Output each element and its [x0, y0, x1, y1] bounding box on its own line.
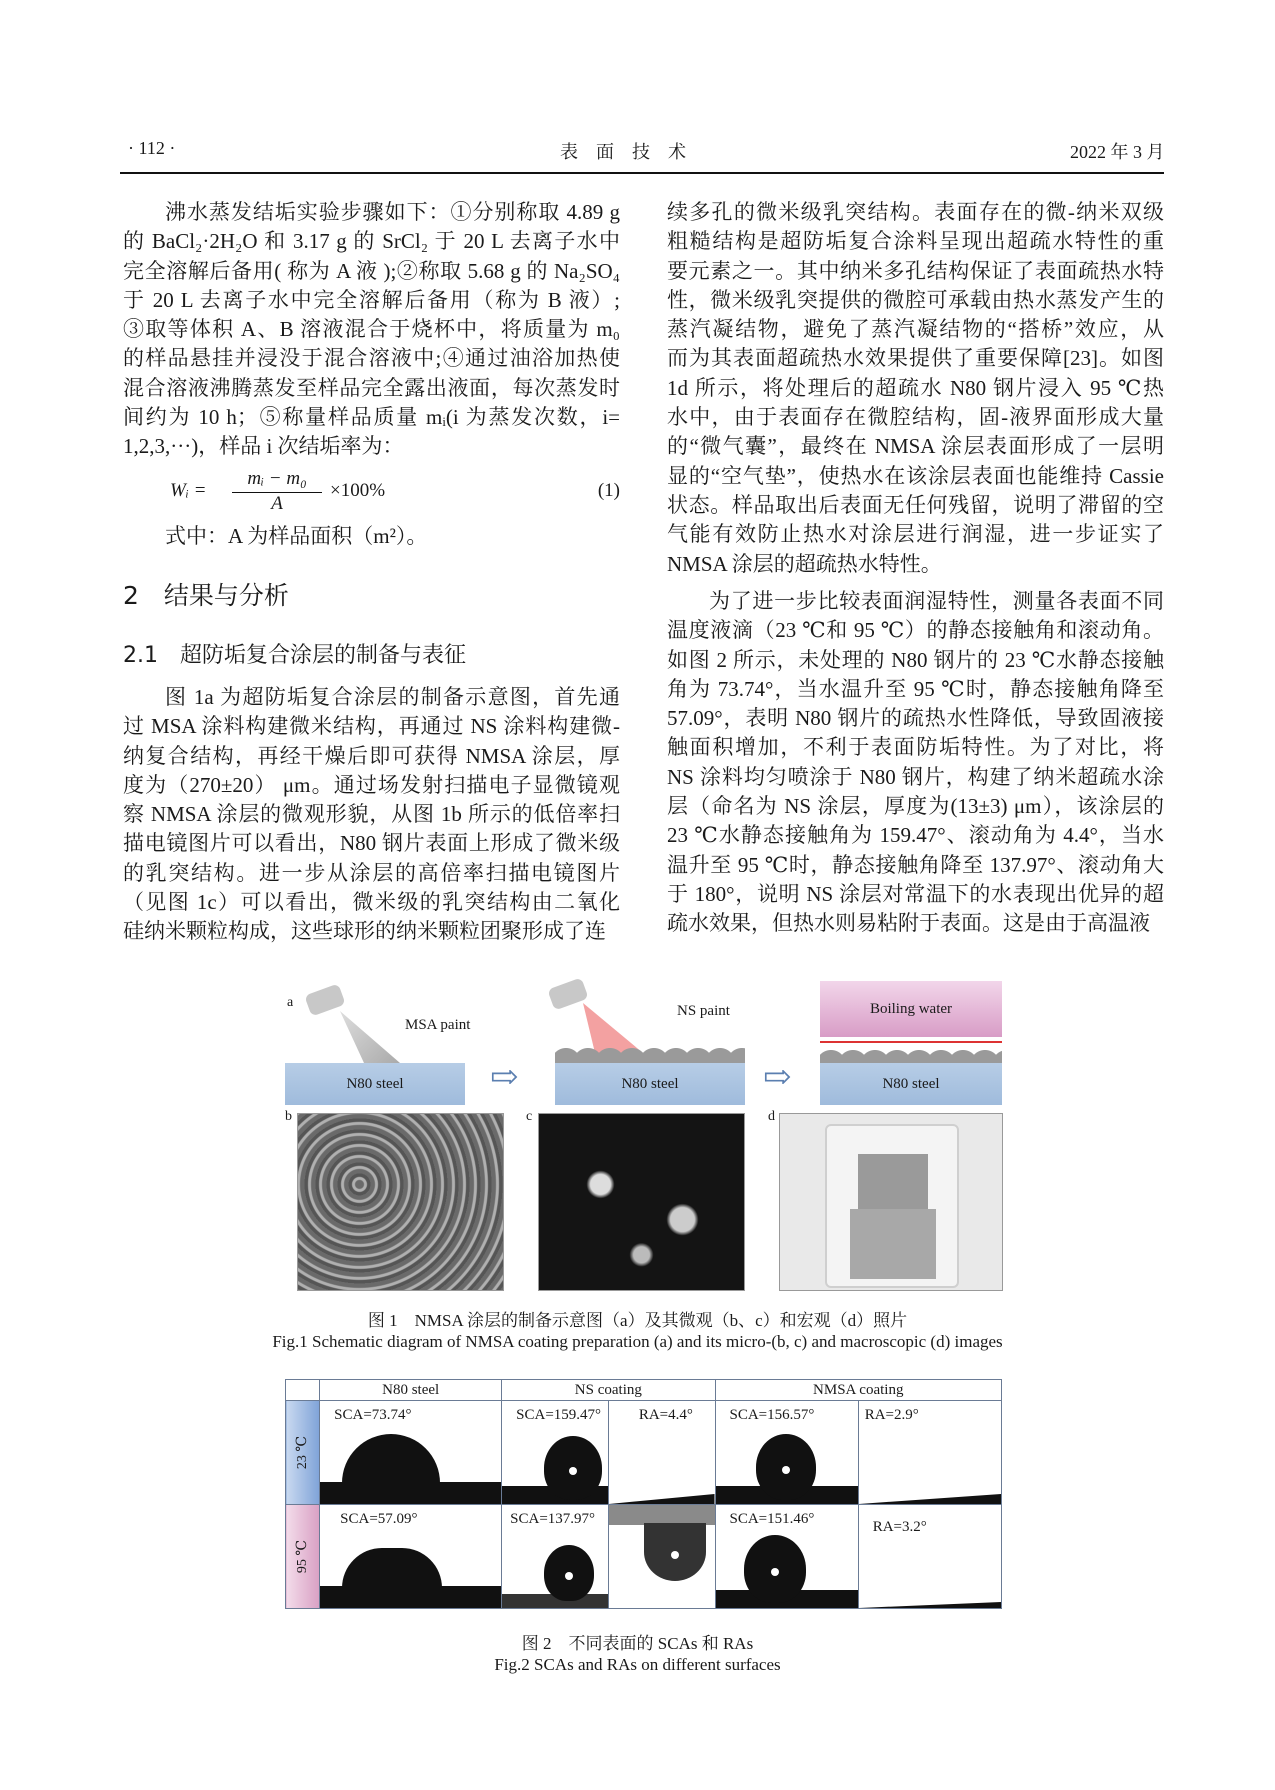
hanging-droplet-cell	[609, 1505, 715, 1608]
sem-image-low-magnification	[297, 1113, 504, 1291]
text-line: 的 BaCl₂·2H₂O 和 3.17 g 的 SrCl₂ 于 20 L 去离子水中	[123, 229, 620, 254]
left-paragraph-2	[123, 683, 620, 947]
column-header: N80 steel	[320, 1380, 502, 1401]
formula-denominator: A	[271, 493, 283, 514]
right-paragraph-2	[667, 587, 1164, 939]
panel-label-a: a	[287, 995, 294, 1010]
steel-substrate-3: N80 steel	[820, 1063, 1002, 1105]
text-line: 完全溶解后备用( 称为 A 液 );②称取 5.68 g 的 Na₂SO₄	[123, 258, 620, 283]
text-line: 过 MSA 涂料构建微米结构，再通过 NS 涂料构建微-	[123, 714, 620, 739]
text-line: 57.09°，表明 N80 钢片的疏热水性降低，导致固液接	[667, 706, 1164, 731]
header-rule	[120, 172, 1164, 174]
droplet-cell	[716, 1401, 858, 1504]
figure-1-caption-en: Fig.1 Schematic diagram of NMSA coating preparation (a) and its micro-(b, c) and macroscopic (d) images	[272, 1332, 1003, 1351]
formula-rhs: ×100%	[330, 480, 386, 501]
text-line: 间约为 10 h；⑤称量样品质量 mᵢ(i 为蒸发次数，i=	[123, 405, 620, 430]
sca-label: SCA=57.09°	[340, 1511, 418, 1527]
text-line: 察 NMSA 涂层的微观形貌，从图 1b 所示的低倍率扫	[123, 802, 620, 827]
equation-number: (1)	[597, 480, 620, 501]
issue-date: 2022 年 3 月	[1070, 142, 1165, 162]
text-line: 触面积增加，不利于表面防垢特性。为了对比，将	[667, 735, 1164, 760]
equation-1	[170, 468, 620, 520]
page-number: · 112 ·	[128, 138, 176, 158]
text-line: 纳复合结构，再经干燥后即可获得 NMSA 涂层，厚	[123, 743, 620, 768]
panel-label-d: d	[768, 1109, 775, 1124]
subsection-heading: 2.1 超防垢复合涂层的制备与表征	[123, 643, 466, 668]
ra-label: RA=3.2°	[872, 1519, 927, 1535]
text-line: 描电镜图片可以看出，N80 钢片表面上形成了微米级	[123, 831, 620, 856]
text-line: 性，微米级乳突提供的微腔可承载由热水蒸发产生的	[667, 287, 1164, 312]
sca-label: SCA=137.97°	[510, 1511, 596, 1527]
text-line: 续多孔的微米级乳突结构。表面存在的微-纳米双级	[667, 200, 1164, 224]
text-line: 图 1a 为超防垢复合涂层的制备示意图，首先通	[165, 685, 620, 709]
text-line: 显的“空气垫”，使热水在该涂层表面也能维持 Cassie	[667, 463, 1164, 488]
corner-cell	[286, 1380, 320, 1401]
ra-label: RA=2.9°	[864, 1407, 919, 1423]
droplet-cell	[320, 1505, 501, 1608]
text-line: 的乳突结构。进一步从涂层的高倍率扫描电镜图片	[123, 860, 620, 885]
coated-bumps	[820, 1041, 1002, 1065]
left-paragraph-1	[123, 198, 620, 462]
text-line: 气能有效防止热水对涂层进行润湿，进一步证实了	[667, 522, 1164, 547]
formula-lhs: Wᵢ =	[170, 480, 207, 501]
text-line: ③取等体积 A、B 溶液混合于烧杯中，将质量为 m₀	[123, 317, 620, 342]
text-line: 层（命名为 NS 涂层，厚度为(13±3) μm），该涂层的	[667, 794, 1164, 819]
sca-label: SCA=159.47°	[516, 1407, 602, 1423]
panel-label-c: c	[526, 1109, 533, 1124]
text-line: 粗糙结构是超防垢复合涂料呈现出超疏水特性的重	[667, 229, 1164, 254]
text-line: 沸水蒸发结垢实验步骤如下：①分别称取 4.89 g	[165, 200, 620, 224]
text-line: 角为 73.74°，当水温升至 95 ℃时，静态接触角降至	[667, 676, 1164, 701]
formula-note: 式中：A 为样品面积（m²）。	[165, 524, 428, 548]
text-line: 而为其表面超疏热水效果提供了重要保障[23]。如图	[667, 346, 1164, 371]
row-temp-label: 23 ℃	[295, 1435, 311, 1470]
column-header: NMSA coating	[715, 1380, 1002, 1401]
text-line: 温升至 95 ℃时，静态接触角降至 137.97°、滚动角大	[667, 852, 1164, 877]
text-line: 状态。样品取出后表面无任何残留，说明了滞留的空	[667, 492, 1164, 517]
sca-label: SCA=151.46°	[729, 1511, 815, 1527]
text-line: （见图 1c）可以看出，微米级的乳突结构由二氧化	[123, 890, 620, 915]
arrow-right-icon: ⇨	[490, 1059, 519, 1096]
spray-gun-icon	[547, 978, 588, 1011]
formula-fraction	[232, 468, 322, 515]
row-header-23	[286, 1401, 320, 1505]
msa-bumps	[555, 1041, 745, 1063]
text-line: 1,2,3,···)，样品 i 次结垢率为：	[123, 434, 404, 459]
spray-gun-icon	[304, 984, 345, 1017]
figure-2-caption-cn: 图 2 不同表面的 SCAs 和 RAs	[521, 1634, 754, 1653]
section-heading: 2 结果与分析	[123, 581, 289, 610]
figure-2-table	[285, 1379, 1002, 1609]
beaker-photo	[779, 1113, 1003, 1291]
figure-1	[285, 981, 1002, 1291]
text-line: 如图 2 所示，未处理的 N80 钢片的 23 ℃水静态接触	[667, 647, 1164, 672]
text-line: 要元素之一。其中纳米多孔结构保证了表面疏热水特	[667, 258, 1164, 283]
droplet-cell	[609, 1401, 715, 1504]
text-line: NS 涂料均匀喷涂于 N80 钢片，构建了纳米超疏水涂	[667, 764, 1164, 789]
panel-label-b: b	[285, 1109, 292, 1124]
steel-substrate-1: N80 steel	[285, 1063, 465, 1105]
text-line: 水中，由于表面存在微腔结构，固-液界面形成大量	[667, 405, 1164, 430]
msa-paint-label: MSA paint	[405, 1017, 471, 1033]
text-line: 疏水效果，但热水则易粘附于表面。这是由于高温液	[667, 911, 1150, 936]
steel-substrate-2: N80 steel	[555, 1063, 745, 1105]
ns-paint-label: NS paint	[677, 1003, 730, 1019]
droplet-cell	[859, 1401, 1001, 1504]
text-line: 的“微气囊”，最终在 NMSA 涂层表面形成了一层明	[667, 434, 1164, 459]
droplet-cell	[502, 1505, 608, 1608]
ra-label: RA=4.4°	[638, 1407, 693, 1423]
row-header-95	[286, 1505, 320, 1609]
row-temp-label: 95 ℃	[295, 1539, 311, 1574]
droplet-cell	[320, 1401, 501, 1504]
text-line: NMSA 涂层的超疏热水特性。	[667, 551, 942, 576]
droplet-cell	[716, 1505, 858, 1608]
text-line: 于 180°，说明 NS 涂层对常温下的水表现出优异的超	[667, 881, 1164, 906]
text-line: 度为（270±20） μm。通过场发射扫描电子显微镜观	[123, 772, 620, 797]
text-line: 23 ℃水静态接触角为 159.47°、滚动角为 4.4°，当水	[667, 823, 1164, 848]
right-paragraph-1	[667, 198, 1164, 579]
figure-1-caption-cn: 图 1 NMSA 涂层的制备示意图（a）及其微观（b、c）和宏观（d）照片	[367, 1311, 908, 1330]
column-header: NS coating	[502, 1380, 715, 1401]
text-line: 为了进一步比较表面润湿特性，测量各表面不同	[709, 589, 1164, 613]
text-line: 温度液滴（23 ℃和 95 ℃）的静态接触角和滚动角。	[667, 618, 1164, 643]
formula-numerator: mᵢ − m₀	[232, 468, 322, 493]
msa-spray	[340, 1011, 400, 1063]
journal-title: 表 面 技 术	[560, 142, 686, 162]
sca-label: SCA=73.74°	[334, 1407, 412, 1423]
arrow-right-icon: ⇨	[763, 1059, 792, 1096]
figure-2-caption-en: Fig.2 SCAs and RAs on different surfaces	[494, 1655, 781, 1674]
text-line: 混合溶液沸腾蒸发至样品完全露出液面，每次蒸发时	[123, 375, 620, 400]
text-line: 1d 所示，将处理后的超疏水 N80 钢片浸入 95 ℃热	[667, 375, 1164, 400]
text-line: 于 20 L 去离子水中完全溶解后备用（称为 B 液）;	[123, 287, 620, 312]
droplet-cell	[502, 1401, 608, 1504]
sca-label: SCA=156.57°	[729, 1407, 815, 1423]
text-line: 蒸汽凝结物，避免了蒸汽凝结物的“搭桥”效应，从	[667, 317, 1164, 342]
text-line: 硅纳米颗粒构成，这些球形的纳米颗粒团聚形成了连	[123, 919, 606, 944]
droplet-cell	[859, 1505, 1001, 1608]
text-line: 的样品悬挂并浸没于混合溶液中;④通过油浴加热使	[123, 346, 620, 371]
boiling-water-layer: Boiling water	[820, 981, 1002, 1037]
sem-image-high-magnification	[538, 1113, 745, 1291]
